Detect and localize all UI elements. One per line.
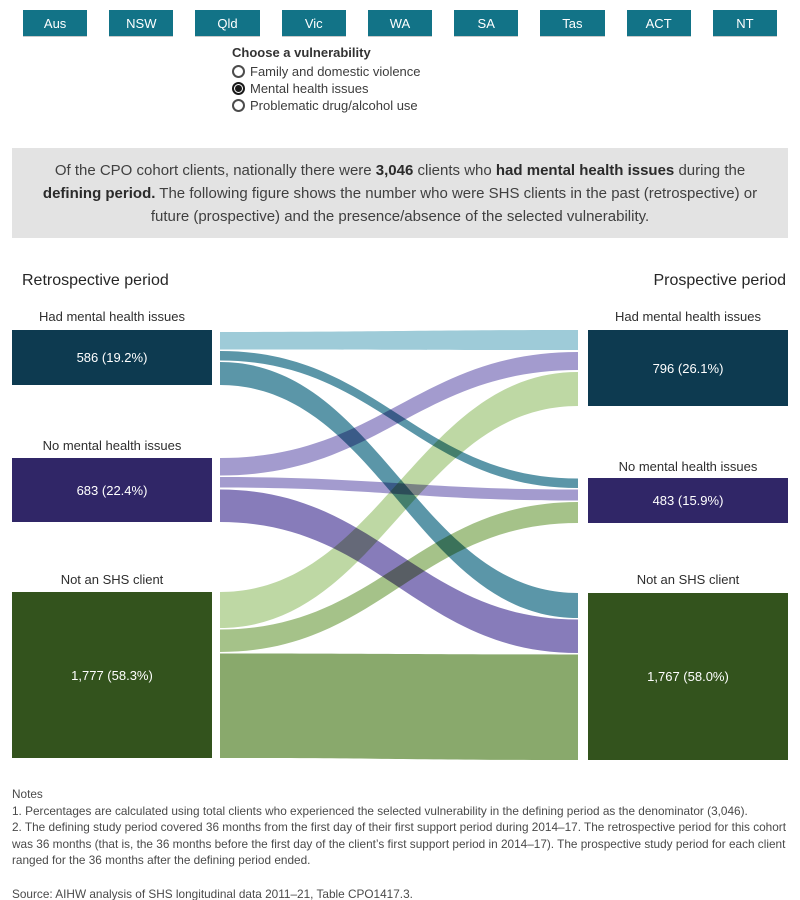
- tab-sa[interactable]: SA: [454, 10, 518, 36]
- pros-node-not-shs-client[interactable]: [588, 593, 788, 760]
- radio-button-icon: [232, 65, 245, 78]
- note-1: 1. Percentages are calculated using total clients who experienced the selected vulnerability in the defining period as the denominator (3,046).: [12, 803, 748, 818]
- radio-button-icon: [232, 99, 245, 112]
- prospective-period-heading: Prospective period: [653, 272, 786, 289]
- tab-tas[interactable]: Tas: [540, 10, 604, 36]
- node-value: 796 (26.1%): [652, 360, 724, 376]
- node-value: 586 (19.2%): [76, 350, 148, 365]
- radio-label: Problematic drug/alcohol use: [250, 98, 418, 113]
- vulnerability-title: Choose a vulnerability: [232, 45, 371, 60]
- retro-node-label-not-shs-client: Not an SHS client: [60, 572, 164, 587]
- node-value: 483 (15.9%): [652, 493, 724, 508]
- node-value: 1,777 (58.3%): [71, 667, 153, 683]
- radio-label: Mental health issues: [250, 81, 369, 96]
- sankey-flow-diagram: [220, 325, 578, 770]
- tab-vic[interactable]: Vic: [282, 10, 346, 36]
- flow-retro-had-mental-health-issues-to-pros-had-mental-health-issues[interactable]: [220, 330, 578, 350]
- note-2: 2. The defining study period covered 36 months from the first day of their first support period during 2014–17. The retrospective period for this cohort was 36 months (that is, the 36 months before the first day of the client’s first support period in 2014–17). The prospective study period for each client ranged for the 36 months after the defining period ended.: [12, 820, 786, 867]
- pros-node-label-had-mental-health: Had mental health issues: [615, 309, 761, 324]
- radio-label: Family and domestic violence: [250, 64, 421, 79]
- vulnerability-selector: [232, 45, 421, 114]
- node-value: 1,767 (58.0%): [647, 669, 729, 684]
- retro-node-not-shs-client[interactable]: [12, 592, 212, 758]
- tab-nsw[interactable]: NSW: [109, 10, 173, 36]
- tab-aus[interactable]: Aus: [23, 10, 87, 36]
- summary-text: Of the CPO cohort clients, nationally there were 3,046 clients who had mental health issues during the defining period. The following figure shows the number who were SHS clients in the past (retrospective) or future (prospective) and the presence/absence of the selected vulnerability.: [42, 161, 758, 225]
- retro-node-had-mental-health[interactable]: [12, 330, 212, 385]
- radio-family-and-domestic-violence[interactable]: [232, 63, 421, 80]
- radio-button-icon: [232, 82, 245, 95]
- notes-section: [12, 786, 794, 900]
- summary-banner: [12, 148, 788, 238]
- pros-node-label-no-mental-health: No mental health issues: [618, 459, 758, 474]
- retro-node-label-no-mental-health: No mental health issues: [42, 438, 182, 453]
- retro-node-label-had-mental-health: Had mental health issues: [39, 309, 185, 324]
- state-tabs: [23, 10, 777, 36]
- node-value: 683 (22.4%): [76, 482, 148, 498]
- notes-heading: Notes: [12, 787, 43, 801]
- pros-node-no-mental-health[interactable]: [588, 478, 788, 523]
- pros-node-had-mental-health[interactable]: [588, 330, 788, 406]
- flow-retro-not-an-shs-client-to-pros-not-an-shs-client[interactable]: [220, 654, 578, 761]
- retro-node-no-mental-health[interactable]: [12, 458, 212, 522]
- tab-act[interactable]: ACT: [627, 10, 691, 36]
- tab-wa[interactable]: WA: [368, 10, 432, 36]
- source-line: Source: AIHW analysis of SHS longitudinal data 2011–21, Table CPO1417.3.: [12, 886, 413, 900]
- radio-mental-health-issues[interactable]: [232, 80, 421, 97]
- pros-node-label-not-shs-client: Not an SHS client: [636, 572, 740, 587]
- retrospective-period-heading: Retrospective period: [22, 272, 169, 289]
- tab-nt[interactable]: NT: [713, 10, 777, 36]
- tab-qld[interactable]: Qld: [195, 10, 259, 36]
- radio-problematic-drug-alcohol-use[interactable]: [232, 97, 421, 114]
